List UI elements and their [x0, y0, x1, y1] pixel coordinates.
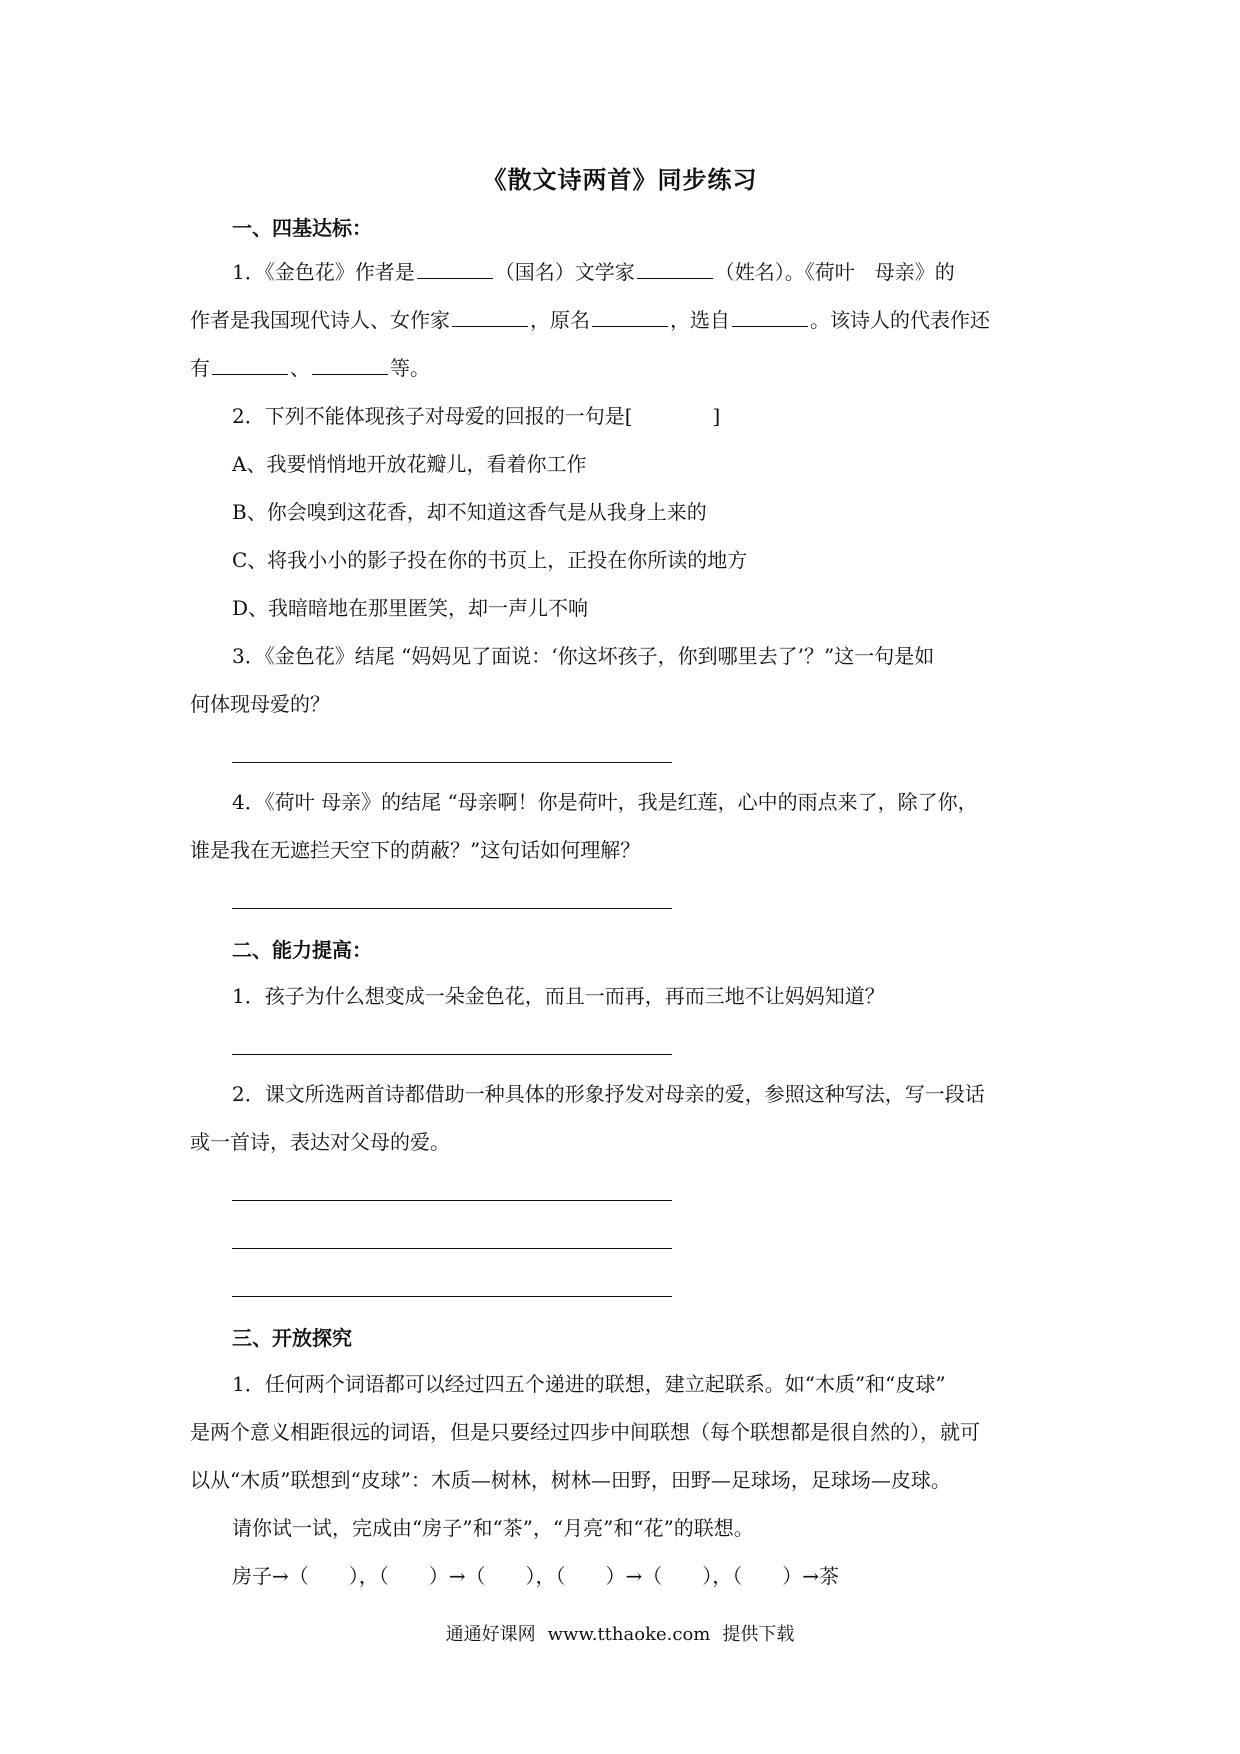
q1-text-a: 1．《金色花》作者是	[232, 260, 415, 284]
q1-text-b: （国名）文学家	[494, 260, 635, 284]
section3-heading: 三、开放探究	[232, 1326, 352, 1350]
s2-q2-answer-line-2[interactable]	[232, 1248, 672, 1249]
q1-text-h: 有	[190, 356, 210, 380]
q1-line3	[190, 354, 430, 382]
q1-text-d: 作者是我国现代诗人、女作家	[190, 308, 450, 332]
q2-stem: 2．下列不能体现孩子对母爱的回报的一句是[ ]	[232, 404, 721, 428]
s2-q2-answer-line-1[interactable]	[232, 1200, 672, 1201]
blank-poet[interactable]	[452, 306, 528, 327]
q3-line1: 3．《金色花》结尾 “妈妈见了面说：‘你这坏孩子，你到哪里去了’？”这一句是如	[232, 644, 935, 668]
q2-option-d: D、我暗暗地在那里匿笑，却一声儿不响	[232, 596, 589, 620]
blank-source[interactable]	[732, 306, 808, 327]
s2-q2-line2: 或一首诗，表达对父母的爱。	[190, 1130, 450, 1154]
q3-line2: 何体现母爱的？	[190, 692, 330, 716]
section1-heading: 一、四基达标：	[232, 216, 372, 240]
q1-text-j: 等。	[390, 356, 430, 380]
s3-q1-line1: 1．任何两个词语都可以经过四五个递进的联想，建立起联系。如“木质”和“皮球”	[232, 1372, 946, 1396]
s3-q1-line5: 房子→（ ），（ ）→（ ），（ ）→（ ），（ ）→茶	[232, 1564, 840, 1588]
s2-q2-answer-line-3[interactable]	[232, 1296, 672, 1297]
s3-q1-line2: 是两个意义相距很远的词语，但是只要经过四步中间联想（每个联想都是很自然的），就可	[190, 1420, 980, 1444]
q1-text-g: 。该诗人的代表作还	[810, 308, 990, 332]
section2-heading: 二、能力提高：	[232, 938, 372, 962]
blank-country[interactable]	[417, 258, 493, 279]
page-footer	[0, 1620, 1240, 1646]
footer-suffix: 提供下载	[722, 1624, 795, 1645]
q4-line2: 谁是我在无遮拦天空下的荫蔽？”这句话如何理解？	[190, 838, 641, 862]
q1-text-i: 、	[290, 356, 310, 380]
q2-option-b: B、你会嗅到这花香，却不知道这香气是从我身上来的	[232, 500, 707, 524]
s2-q1-answer-line[interactable]	[232, 1054, 672, 1055]
page-title: 《散文诗两首》同步练习	[482, 166, 758, 194]
blank-work-2[interactable]	[312, 354, 388, 375]
s2-q2-line1: 2．课文所选两首诗都借助一种具体的形象抒发对母亲的爱，参照这种写法，写一段话	[232, 1082, 985, 1106]
s2-q1: 1．孩子为什么想变成一朵金色花，而且一而再，再而三地不让妈妈知道？	[232, 984, 885, 1008]
q1-line1	[232, 258, 955, 286]
q1-line2	[190, 306, 990, 334]
blank-real-name[interactable]	[592, 306, 668, 327]
q4-line1: 4．《荷叶 母亲》的结尾 “母亲啊！你是荷叶，我是红莲，心中的雨点来了，除了你，	[232, 790, 978, 814]
blank-author-name[interactable]	[637, 258, 713, 279]
s3-q1-line3: 以从“木质”联想到“皮球”：木质—树林，树林—田野，田野—足球场，足球场—皮球。	[190, 1468, 951, 1492]
q4-answer-line[interactable]	[232, 908, 672, 909]
blank-work-1[interactable]	[212, 354, 288, 375]
q1-text-e: ，原名	[530, 308, 590, 332]
footer-site: 通通好课网	[445, 1624, 536, 1645]
s3-q1-line4: 请你试一试，完成由“房子”和“茶”，“月亮”和“花”的联想。	[232, 1516, 754, 1540]
footer-url[interactable]: www.tthaoke.com	[547, 1624, 711, 1645]
q1-text-f: ，选自	[670, 308, 730, 332]
q3-answer-line[interactable]	[232, 762, 672, 763]
q1-text-c: （姓名）。《荷叶 母亲》的	[714, 260, 955, 284]
q2-option-a: A、我要悄悄地开放花瓣儿，看着你工作	[232, 452, 587, 476]
q2-option-c: C、将我小小的影子投在你的书页上，正投在你所读的地方	[232, 548, 748, 572]
